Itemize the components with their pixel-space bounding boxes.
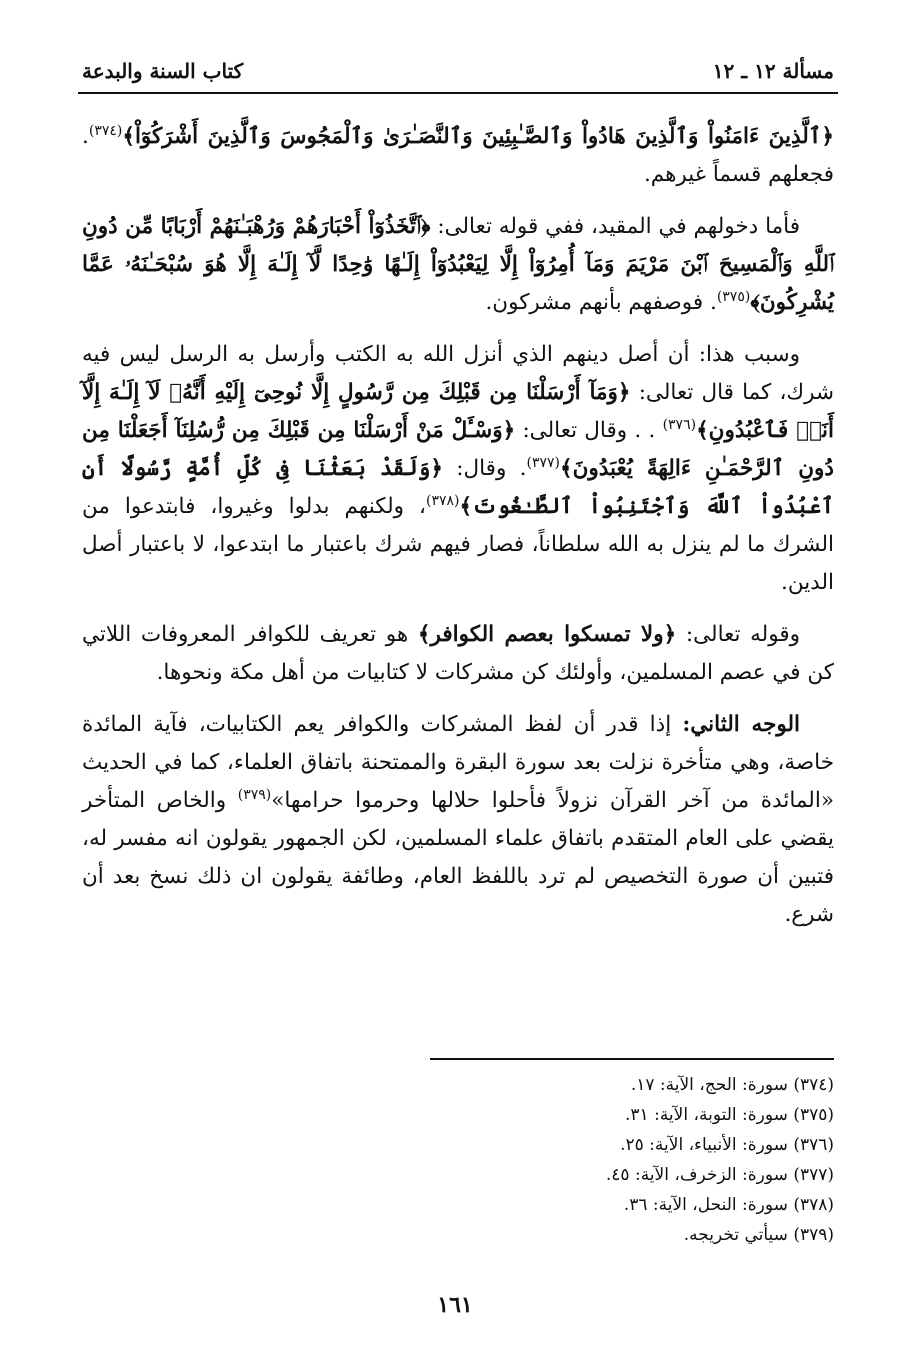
footnote-ref: (٣٧٤)	[88, 122, 123, 139]
paragraph-text: إذا قدر أن لفظ المشركات والكوافر يعم الكتابيات، فآية المائدة خاصة، وهي متأخرة نزلت بعد سورة البقرة والممتحنة باتفاق العلماء، كما في الحديث «المائدة من آخر القرآن نزولاً فأحلوا حلالها وحرموا حرامها»	[82, 712, 834, 813]
footnote-item: (٣٧٩) سيأتي تخريجه.	[683, 1225, 834, 1245]
footnote-ref: (٣٧٥)	[716, 288, 751, 305]
footnote-ref: (٣٧٧)	[526, 454, 560, 471]
page-number: ١٦١	[437, 1292, 473, 1318]
paragraph-text: . فوصفهم بأنهم مشركون.	[485, 290, 717, 315]
header-rule	[78, 92, 838, 94]
footnote-ref: (٣٧٦)	[662, 416, 697, 433]
paragraph-text: هو تعريف للكوافر المعروفات اللاتي كن في عصم المسلمين، وأولئك كن مشركات لا كتابيات من أهل مكة ونحوها.	[82, 622, 834, 685]
paragraph-text: والخاص المتأخر يقضي على العام المتقدم باتفاق علماء المسلمين، لكن الجمهور يقولون انه مفسر له، فتبين أن صورة التخصيص لم ترد باللفظ العام، وطائفة يقولون ان ذلك نسخ بعد أن شرع.	[82, 788, 834, 927]
footnote-item: (٣٧٥) سورة: التوبة، الآية: ٣١.	[625, 1105, 834, 1125]
footnote-item: (٣٧٧) سورة: الزخرف، الآية: ٤٥.	[605, 1165, 834, 1185]
paragraph-1	[82, 118, 834, 194]
book-title: كتاب السنة والبدعة	[82, 59, 244, 83]
paragraph-text: فأما دخولهم في المقيد، ففي قوله تعالى:	[437, 214, 800, 239]
footnote-ref: (٣٧٩)	[237, 786, 272, 803]
quran-verse: ﴿ولا تمسكوا بعصم الكوافر﴾	[417, 622, 677, 647]
quran-verse: ﴿ٱلَّذِينَ ءَامَنُواْ وَٱلَّذِينَ هَادُواْ وَٱلصَّـٰبِئِينَ وَٱلنَّصَـٰرَىٰ وَٱلْمَجُوسَ وَٱلَّذِينَ أَشْرَكُوٓاْ﴾	[122, 124, 834, 149]
paragraph-text: . . وقال تعالى:	[522, 418, 656, 443]
footnote-item: (٣٧٦) سورة: الأنبياء، الآية: ٢٥.	[620, 1135, 834, 1155]
paragraph-3	[82, 336, 834, 602]
quran-verse: ﴿ٱتَّخَذُوٓاْ أَحْبَارَهُمْ وَرُهْبَـٰنَهُمْ أَرْبَابًا مِّن دُونِ ٱللَّهِ وَٱلْمَسِيحَ ٱبْنَ مَرْيَمَ وَمَآ أُمِرُوٓاْ إِلَّا لِيَعْبُدُوٓاْ إِلَـٰهًا وَٰحِدًا لَّآ إِلَـٰهَ إِلَّا هُوَ سُبْحَـٰنَهُۥ عَمَّا يُشْرِكُونَ﴾	[82, 214, 834, 315]
footnote-item: (٣٧٤) سورة: الحج، الآية: ١٧.	[630, 1075, 834, 1095]
issue-label: مسألة ١٢ ـ ١٢	[712, 59, 834, 83]
paragraph-text: . فجعلهم قسماً غيرهم.	[82, 124, 834, 187]
quran-verse: ﴿وَمَآ أَرْسَلْنَا مِن قَبْلِكَ مِن رَّسُولٍ إِلَّا نُوحِىٓ إِلَيْهِ أَنَّهُۥ لَآ إِلَـٰهَ إِلَّآ أَنَا۠ فَٱعْبُدُونِ﴾	[82, 380, 834, 443]
quran-verse: ﴿وَلَقَدْ بَعَثْنَا فِى كُلِّ أُمَّةٍ رَّسُولًا أَنِ ٱعْبُدُواْ ٱللَّهَ وَٱجْتَنِبُواْ ٱلطَّـٰغُوتَ﴾	[82, 456, 834, 519]
paragraph-2	[82, 208, 834, 322]
paragraph-text: . وقال:	[456, 456, 527, 481]
main-text	[82, 118, 834, 948]
running-header	[82, 56, 834, 86]
footnote-item: (٣٧٨) سورة: النحل، الآية: ٣٦.	[623, 1195, 834, 1215]
paragraph-5	[82, 706, 834, 934]
paragraph-text: وقوله تعالى:	[685, 622, 800, 647]
footnote-rule	[430, 1058, 834, 1060]
quran-verse: ﴿وَسْـَٔلْ مَنْ أَرْسَلْنَا مِن قَبْلِكَ مِن رُّسُلِنَآ أَجَعَلْنَا مِن دُونِ ٱلرَّحْمَـٰنِ ءَالِهَةً يُعْبَدُونَ﴾	[82, 418, 835, 481]
footnote-ref: (٣٧٨)	[426, 492, 460, 509]
section-label: الوجه الثاني:	[682, 712, 800, 737]
paragraph-text: وسبب هذا: أن أصل دينهم الذي أنزل الله به الكتب وأرسل به الرسل ليس فيه شرك، كما قال تعالى:	[82, 342, 834, 405]
footnotes	[82, 1070, 834, 1250]
paragraph-text: ، ولكنهم بدلوا وغيروا، فابتدعوا من الشرك ما لم ينزل به الله سلطاناً، فصار فيهم شرك باعتبار ما ابتدعوا، لا باعتبار أصل الدين.	[82, 494, 834, 595]
paragraph-4	[82, 616, 834, 692]
